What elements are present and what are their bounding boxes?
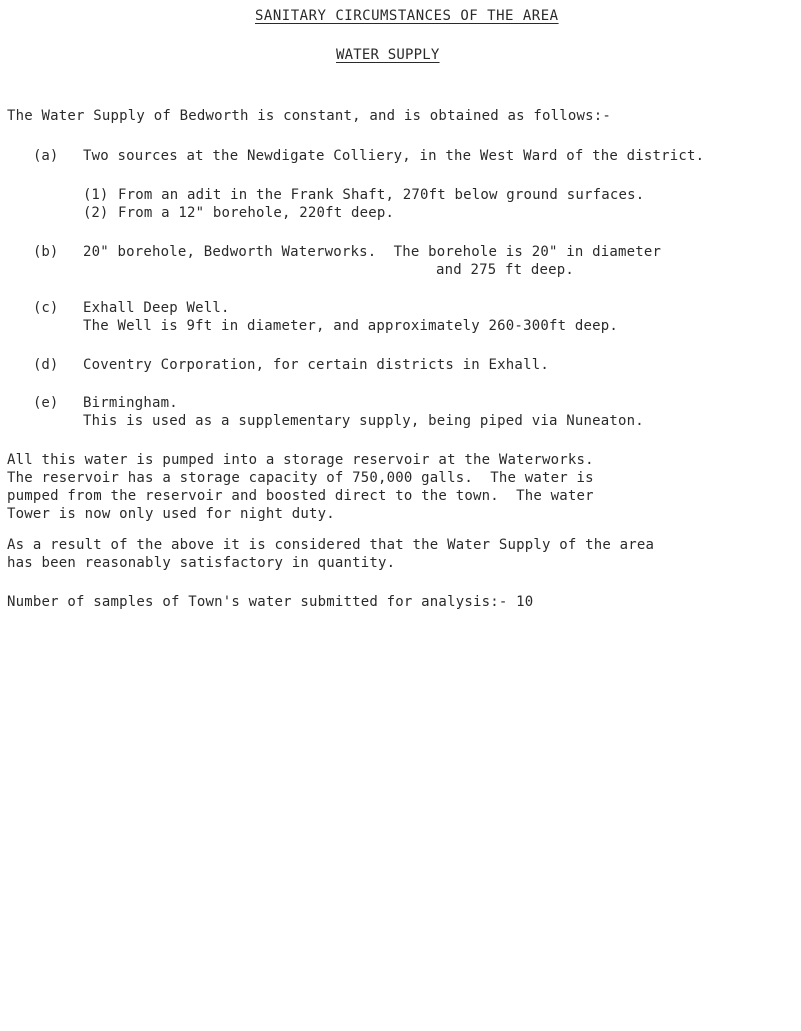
- source-a-marker: (a): [33, 148, 59, 164]
- source-c-marker: (c): [33, 300, 59, 316]
- source-a-sub-1-marker: (1): [83, 187, 109, 203]
- conclusion-line-2: has been reasonably satisfactory in quantity.: [7, 555, 396, 571]
- storage-paragraph-line-1: All this water is pumped into a storage reservoir at the Waterworks.: [7, 452, 594, 468]
- page-title: SANITARY CIRCUMSTANCES OF THE AREA: [255, 8, 559, 24]
- intro-text: The Water Supply of Bedworth is constant, and is obtained as follows:-: [7, 108, 612, 124]
- samples-line: Number of samples of Town's water submitted for analysis:- 10: [7, 594, 534, 610]
- source-a-sub-1-text: From an adit in the Frank Shaft, 270ft below ground surfaces.: [118, 187, 645, 203]
- source-b-marker: (b): [33, 244, 59, 260]
- source-a-sub-2-text: From a 12" borehole, 220ft deep.: [118, 205, 395, 221]
- source-c-text-2: The Well is 9ft in diameter, and approximately 260-300ft deep.: [83, 318, 618, 334]
- source-a-text: Two sources at the Newdigate Colliery, in the West Ward of the district.: [83, 148, 705, 164]
- source-b-text-1: 20" borehole, Bedworth Waterworks. The borehole is 20" in diameter: [83, 244, 662, 260]
- section-title: WATER SUPPLY: [336, 47, 440, 63]
- source-e-marker: (e): [33, 395, 59, 411]
- storage-paragraph-line-4: Tower is now only used for night duty.: [7, 506, 335, 522]
- source-e-text-1: Birmingham.: [83, 395, 178, 411]
- source-b-text-2: and 275 ft deep.: [436, 262, 575, 278]
- storage-paragraph-line-3: pumped from the reservoir and boosted direct to the town. The water: [7, 488, 594, 504]
- source-d-text: Coventry Corporation, for certain districts in Exhall.: [83, 357, 549, 373]
- source-e-text-2: This is used as a supplementary supply, being piped via Nuneaton.: [83, 413, 644, 429]
- source-c-text-1: Exhall Deep Well.: [83, 300, 230, 316]
- source-a-sub-2-marker: (2): [83, 205, 109, 221]
- storage-paragraph-line-2: The reservoir has a storage capacity of 750,000 galls. The water is: [7, 470, 594, 486]
- source-d-marker: (d): [33, 357, 59, 373]
- conclusion-line-1: As a result of the above it is considered that the Water Supply of the area: [7, 537, 655, 553]
